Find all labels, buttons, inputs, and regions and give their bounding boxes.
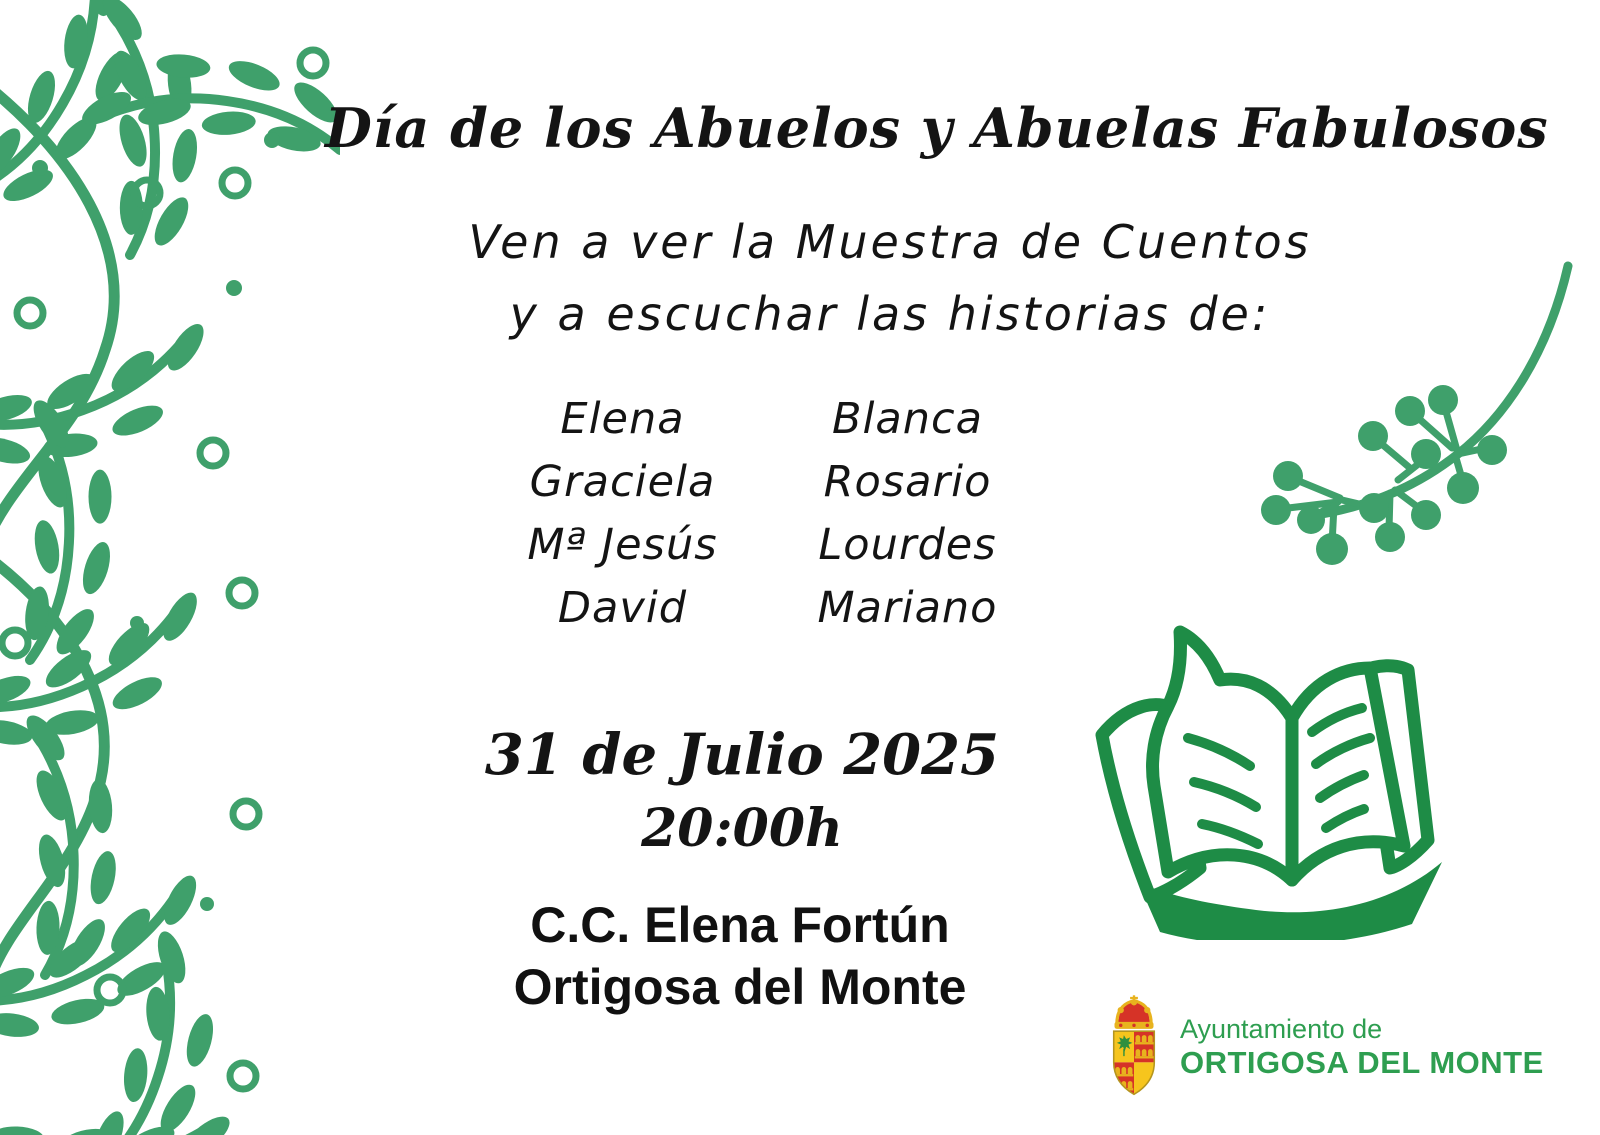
vine-leaves-decoration-icon [0,0,340,1135]
storytellers-left-column [480,388,765,640]
subtitle-line-2: y a escuchar las historias de: [509,287,1271,341]
storyteller-name: Rosario [823,457,992,507]
town-crest-icon [1095,983,1173,1109]
venue-line-2: Ortigosa del Monte [513,959,967,1015]
storyteller-name: Elena [560,394,685,444]
storyteller-name: Graciela [529,457,716,507]
poster-title: Día de los Abuelos y Abuelas Fabulosos [325,96,1549,160]
storyteller-name: David [557,583,688,633]
storytellers-right-column [765,388,1050,640]
storyteller-name: Mariano [817,583,998,633]
storyteller-name: Blanca [831,394,984,444]
storyteller-name: Mª Jesús [527,520,718,570]
logo-org-line-1: Ayuntamiento de [1180,1014,1383,1044]
event-venue [440,894,1040,1018]
logo-org-line-2: ORTIGOSA DEL MONTE [1180,1045,1544,1080]
venue-line-1: C.C. Elena Fortún [530,897,950,953]
open-book-icon [1060,610,1480,940]
event-date: 31 de Julio 2025 [484,722,1000,788]
event-time: 20:00h [641,798,843,859]
town-hall-logo-text [1180,1012,1544,1080]
berry-branch-icon [1230,258,1575,588]
storyteller-name: Lourdes [818,520,997,570]
storytellers-list [480,388,1050,640]
subtitle-line-1: Ven a ver la Muestra de Cuentos [468,215,1312,269]
